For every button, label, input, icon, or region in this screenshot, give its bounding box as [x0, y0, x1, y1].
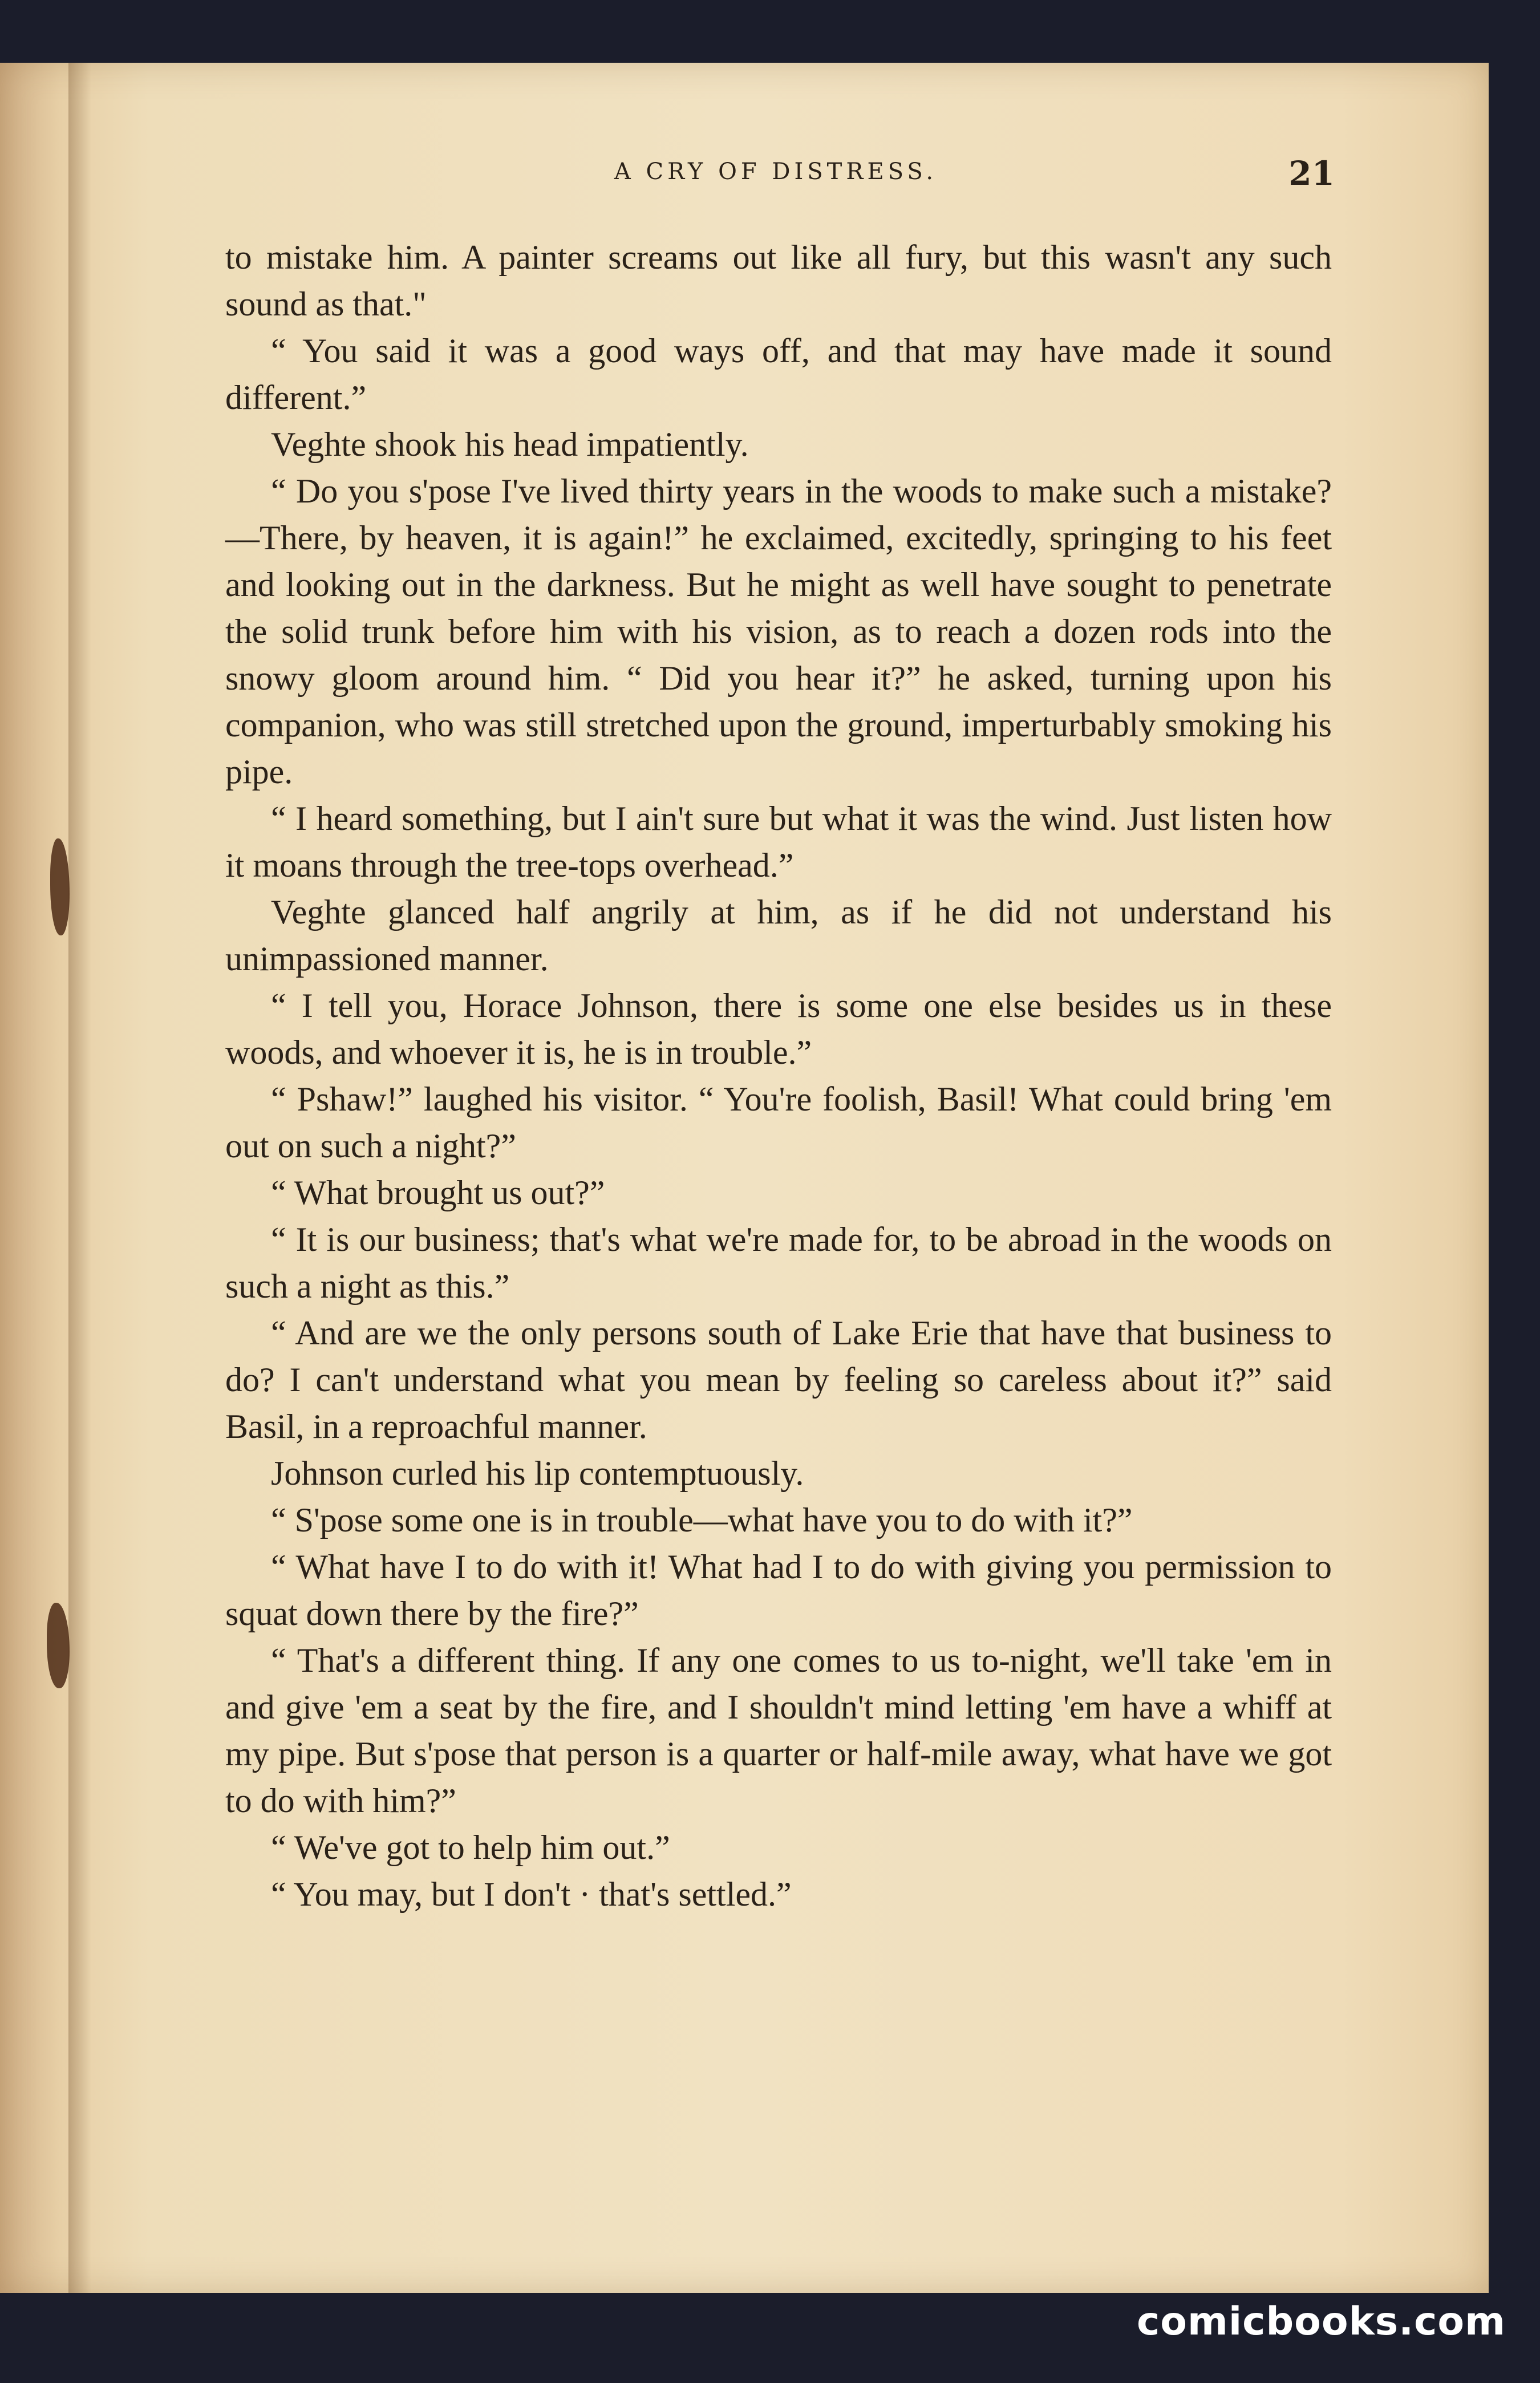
paragraph: Veghte shook his head impatiently.: [271, 425, 749, 463]
running-head: [217, 154, 1335, 205]
paragraph: “ We've got to help him out.”: [271, 1829, 670, 1866]
paragraph: “ What brought us out?”: [271, 1174, 605, 1211]
paragraph: “ You may, but I don't · that's settled.”: [271, 1875, 792, 1913]
paragraph: “ I heard something, but I ain't sure but what it was the wind. Just listen how it moans through the tree-tops overhead.”: [225, 800, 1332, 884]
paragraph: Veghte glanced half angrily at him, as if he did not understand his unimpassioned manner.: [225, 893, 1332, 978]
binding-gutter: [68, 63, 91, 2293]
paragraph: “ It is our business; that's what we're made for, to be abroad in the woods on such a night as this.”: [225, 1221, 1332, 1305]
paragraph: “ What have I to do with it! What had I to do with giving you permission to squat down there by the fire?”: [225, 1548, 1332, 1632]
paragraph: Johnson curled his lip contemptuously.: [271, 1454, 804, 1492]
paragraph: “ I tell you, Horace Johnson, there is some one else besides us in these woods, and whoever it is, he is in trouble.”: [225, 987, 1332, 1071]
paragraph: “ Do you s'pose I've lived thirty years in the woods to make such a mistake?—There, by heaven, it is again!” he exclaimed, excitedly, springing to his feet and looking out in the darkness. But he might as well have sought to penetrate the solid trunk before him with his vision, as to reach a dozen rods into the snowy gloom around him. “ Did you hear it?” he asked, turning upon his companion, who was still stretched upon the ground, imperturbably smoking his pipe.: [225, 472, 1332, 791]
paragraph: to mistake him. A painter screams out like all fury, but this wasn't any such sound as that.": [225, 238, 1332, 323]
paragraph: “ S'pose some one is in trouble—what have you to do with it?”: [271, 1501, 1133, 1539]
running-title: A CRY OF DISTRESS.: [614, 159, 938, 185]
paragraph: “ That's a different thing. If any one comes to us to-night, we'll take 'em in and give 'em a seat by the fire, and I shouldn't mind letting 'em have a whiff at my pipe. But s'pose that person is a quarter or half-mile away, what have we got to do with him?”: [225, 1642, 1332, 1819]
paragraph: “ You said it was a good ways off, and that may have made it sound different.”: [225, 332, 1332, 416]
body-text: [225, 234, 1332, 1918]
paragraph: “ Pshaw!” laughed his visitor. “ You're foolish, Basil! What could bring 'em out on such a night?”: [225, 1080, 1332, 1165]
watermark: comicbooks.com: [1136, 2299, 1506, 2344]
page-number: 21: [1288, 154, 1335, 193]
paragraph: “ And are we the only persons south of Lake Erie that have that business to do? I can't understand what you mean by feeling so careless about it?” said Basil, in a reproachful manner.: [225, 1314, 1332, 1445]
